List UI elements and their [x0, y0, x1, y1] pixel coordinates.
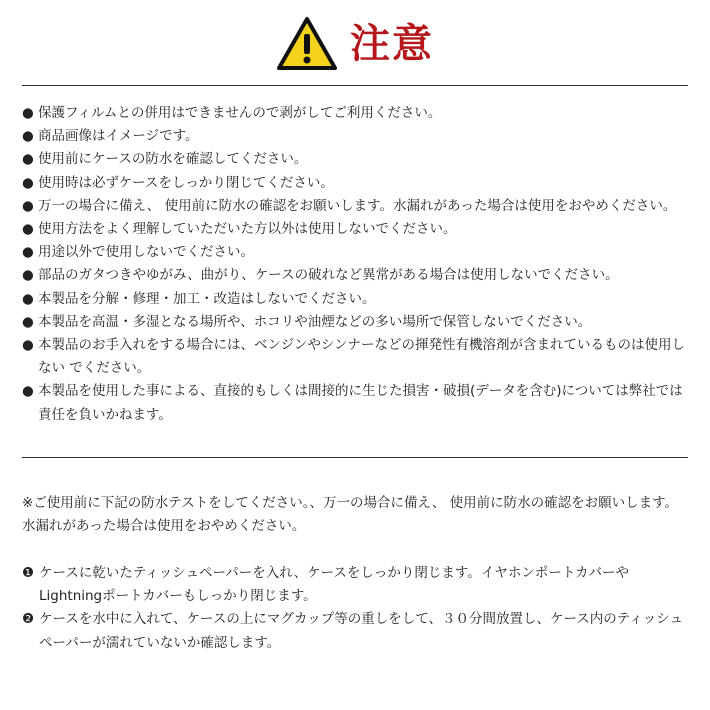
caution-text: 本製品を分解・修理・加工・改造はしないでください。: [38, 290, 376, 307]
warning-triangle-icon: [276, 16, 338, 72]
list-item: [22, 334, 688, 380]
bullet-icon: ●: [22, 174, 34, 191]
list-item: [22, 241, 688, 264]
bullet-icon: ●: [22, 337, 34, 354]
caution-text: 使用時は必ずケースをしっかり閉じてください。: [38, 174, 334, 191]
list-item: [22, 172, 688, 195]
caution-text: 本製品を使用した事による、直接的もしくは間接的に生じた損害・破損(データを含む)については弊社では責任を負いかねます。: [38, 383, 683, 423]
bullet-icon: ●: [22, 244, 34, 261]
waterproof-test-steps: [22, 562, 688, 655]
list-item: [22, 195, 688, 218]
caution-text: 商品画像はイメージです。: [38, 128, 199, 145]
caution-text: 保護フィルムとの併用はできませんので剥がしてご利用ください。: [38, 105, 442, 121]
bullet-icon: ●: [22, 313, 34, 330]
list-item: [22, 102, 688, 125]
step-number-icon: ❶: [22, 565, 35, 581]
bullet-icon: ●: [22, 197, 34, 214]
step-text: ケースを水中に入れて、ケースの上にマグカップ等の重しをして、３０分間放置し、ケース内のティッシュペーパーが濡れていないか確認します。: [39, 611, 683, 651]
caution-text: 用途以外で使用しないでください。: [38, 244, 254, 261]
list-item: [22, 608, 688, 654]
page-title: 注意: [350, 21, 434, 67]
bullet-icon: ●: [22, 221, 34, 238]
caution-text: 使用前にケースの防水を確認してください。: [38, 151, 308, 168]
bullet-icon: ●: [22, 267, 34, 284]
bullet-icon: ●: [22, 128, 34, 145]
bullet-icon: ●: [22, 151, 34, 168]
list-item: [22, 288, 688, 311]
caution-text: 本製品を高温・多湿となる場所や、ホコリや油煙などの多い場所で保管しないでください。: [38, 313, 592, 330]
divider-top: [22, 85, 688, 86]
caution-text: 使用方法をよく理解していただいた方以外は使用しないでください。: [38, 221, 457, 238]
caution-text: 本製品のお手入れをする場合には、ベンジンやシンナーなどの揮発性有機溶剤が含まれているものは使用しない でください。: [38, 337, 685, 377]
step-text: ケースに乾いたティッシュペーパーを入れ、ケースをしっかり閉じます。イヤホンポートカバーやLightningポートカバーもしっかり閉じます。: [39, 565, 629, 605]
list-item: [22, 380, 688, 426]
list-item: [22, 264, 688, 287]
list-item: [22, 562, 688, 608]
caution-text: 万一の場合に備え、 使用前に防水の確認をお願いします。水漏れがあった場合は使用をおやめください。: [38, 197, 677, 214]
step-number-icon: ❷: [22, 611, 35, 628]
bullet-icon: ●: [22, 383, 34, 400]
list-item: [22, 125, 688, 148]
waterproof-test-intro: ※ご使用前に下記の防水テストをしてください。、万一の場合に備え、 使用前に防水の確認をお願いします。水漏れがあった場合は使用をおやめください。: [22, 495, 679, 535]
bullet-icon: ●: [22, 105, 34, 121]
bullet-icon: ●: [22, 290, 34, 307]
divider-bottom: [22, 457, 688, 458]
list-item: [22, 311, 688, 334]
header: [0, 12, 710, 76]
caution-text: 部品のガタつきやゆがみ、曲がり、ケースの破れなど異常がある場合は使用しないでください。: [38, 267, 619, 284]
list-item: [22, 218, 688, 241]
caution-list: [22, 102, 688, 427]
list-item: [22, 148, 688, 171]
